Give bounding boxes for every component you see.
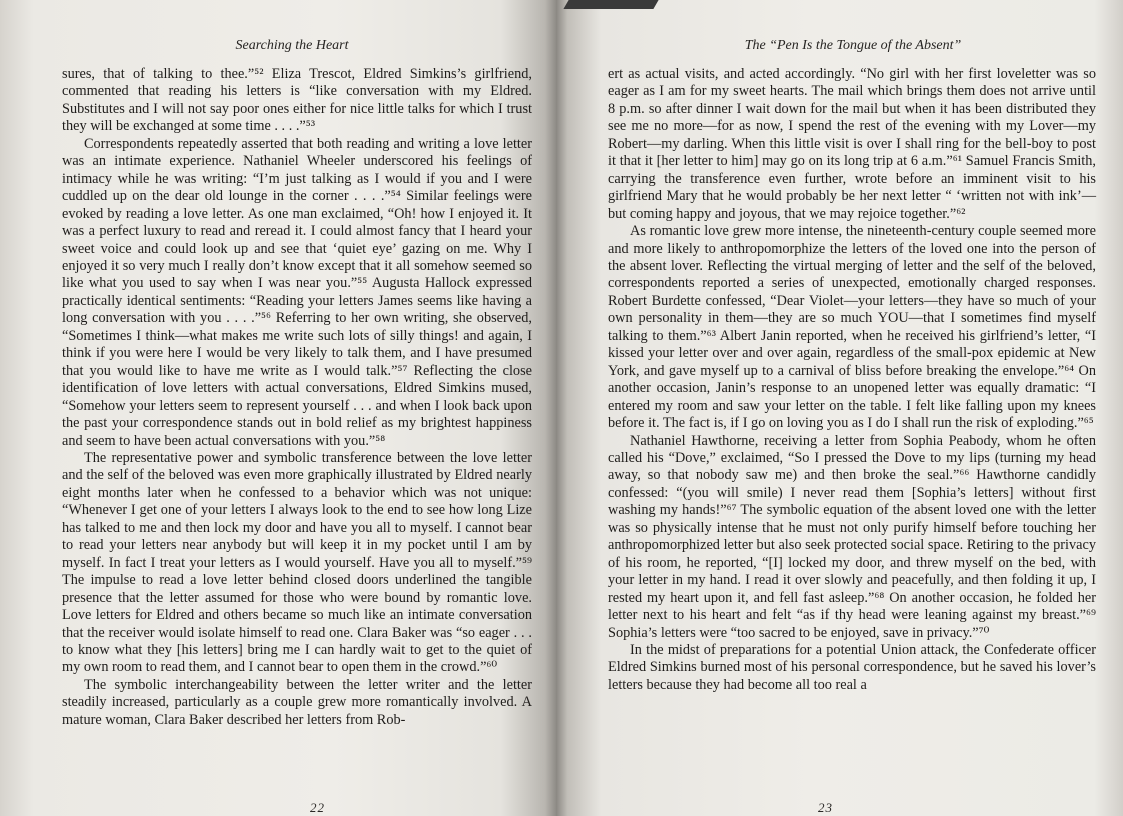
- left-page-text: [62, 66, 532, 729]
- paragraph: As romantic love grew more intense, the nineteenth-century couple seemed more and more likely to anthropomorphize the letters of the loved one into the person of the absent lover. Reflecting the virtual merging of letter and the self of the beloved, correspondents reported a series of unexpected, emotionally charged responses. Robert Burdette confessed, “Dear Violet—your letters—they have so much of your own personality in them—they are so much YOU—that I sometimes find myself talking to them.”⁶³ Albert Janin reported, when he received his girlfriend’s letter, “I kissed your letter over and over again, regardless of the small-pox epidemic at New York, and gave myself up to a carnival of bliss before breaking the envelope.”⁶⁴ On another occasion, Janin’s response to an unopened letter was equally dramatic: “I entered my room and saw your letter on the table. I felt like falling upon my knees before it. The fact is, if I go on loving you as I do I shall run the risk of exploding.”⁶⁵: [608, 223, 1096, 432]
- paragraph: The symbolic interchangeability between the letter writer and the letter steadily increased, particularly as a couple grew more romantically involved. A mature woman, Clara Baker described her letters from Rob-: [62, 676, 532, 728]
- paragraph: Correspondents repeatedly asserted that both reading and writing a love letter was an intimate experience. Nathaniel Wheeler underscored his feelings of intimacy while he was writing: “I’m just talking as I would if you and I were cuddled up on the dear old lounge in the corner . . . .”⁵⁴ Similar feelings were evoked by reading a love letter. As one man exclaimed, “Oh! how I enjoyed it. It was a perfect luxury to read and reread it. I could almost fancy that I heard your sweet voice and could look up and see that ‘quiet eye’ gazing on me. Why I enjoyed it so very much I really don’t know except that it all somehow seemed so like what you used to say when I was near you.”⁵⁵ Augusta Hallock expressed practically identical sentiments: “Reading your letters James seems like having a long conversation with you . . . .”⁵⁶ Referring to her own writing, she observed, “Sometimes I think—what makes me write such lots of silly things! and again, I think if you were here I would be very likely to talk them, and I have presumed that you would like to have me write as I would talk.”⁵⁷ Reflecting the close identification of love letters with actual conversations, Eldred Simkins mused, “Somehow your letters seem to represent yourself . . . and when I look back upon the past your correspondence stands out in bold relief as my brightest happiness and seem to have been actual conversations with you.”⁵⁸: [62, 135, 532, 449]
- paragraph: ert as actual visits, and acted accordingly. “No girl with her first loveletter was so eager as I am for my sweet hearts. The mail which brings them does not arrive until 8 p.m. so after dinner I wait down for the mail but when it has been distributed they see me no more—for as now, I spend the rest of the evening with my Lover—my Robert—my darling. When this little visit is over I shall ring for the bell-boy to post it that it [her letter to him] may go on its long trip at 6 a.m.”⁶¹ Samuel Francis Smith, carrying the transference even further, wrote before an imminent visit to his girlfriend Mary that he would probably be her next letter “ ‘written not with ink’—but coming happy and joyous, that we may rejoice together.”⁶²: [608, 66, 1096, 222]
- left-page: [0, 0, 556, 816]
- right-page-number: 23: [818, 800, 833, 815]
- paragraph: Nathaniel Hawthorne, receiving a letter from Sophia Peabody, whom he often called his “Dove,” exclaimed, “So I pressed the Dove to my lips (turning my head away, so that nobody saw me) and then broke the seal.”⁶⁶ Hawthorne candidly confessed: “(you will smile) I never read them [Sophia’s letters] without first washing my hands!”⁶⁷ The symbolic equation of the absent loved one with the letter was so physically intense that he must not only purify himself before touching her anthropomorphized letter but also seek protected social space. Retiring to the privacy of his room, he reported, “[I] locked my door, and threw myself on the bed, with your letter in my hand. I read it over slowly and peacefully, and then folding it up, I rested my heart upon it, and fell fast asleep.”⁶⁸ On another occasion, he folded her letter next to his heart and felt “as if thy head were leaning against my breast.”⁶⁹ Sophia’s letters were “too sacred to be enjoyed, save in privacy.”⁷⁰: [608, 432, 1096, 641]
- paragraph: The representative power and symbolic transference between the love letter and the self of the beloved was even more graphically illustrated by Eldred nearly eight months later when he confessed to a behavior which was not unique: “Whenever I get one of your letters I always look to the end to see how long Lize has talked to me and then lock my door and have you all to myself. I cannot bear to read your letters near anybody but will keep it in my pocket until I am by myself. In fact I treat your letters as I would yourself. Have you all to myself.”⁵⁹ The impulse to read a love letter behind closed doors underlined the tangible presence that the letter assumed for those who were bound by romantic love. Love letters for Eldred and others became so much like an intimate conversation that the receiver would isolate himself to read one. Clara Baker was “so eager . . . to know what they [his letters] bring me I can hardly wait to get to the quiet of my own room to read them, and I cannot bear to open them in the crowd.”⁶⁰: [62, 449, 532, 676]
- left-running-head: Searching the Heart: [235, 38, 349, 53]
- right-page: [556, 0, 1123, 816]
- left-page-number: 22: [310, 800, 325, 815]
- right-page-text: [608, 66, 1096, 694]
- paragraph: sures, that of talking to thee.”⁵² Eliza Trescot, Eldred Simkins’s girlfriend, commented that reading his letters is “like conversation with my Eldred. Substitutes and I will not say poor ones either for nice little talks for which I trust they will be exchanged at some time . . . .”⁵³: [62, 66, 532, 135]
- right-running-head: The “Pen Is the Tongue of the Absent”: [744, 38, 962, 53]
- paragraph: In the midst of preparations for a potential Union attack, the Confederate officer Eldred Simkins burned most of his personal correspondence, but he saved his lover’s letters because they had become all too real a: [608, 641, 1096, 693]
